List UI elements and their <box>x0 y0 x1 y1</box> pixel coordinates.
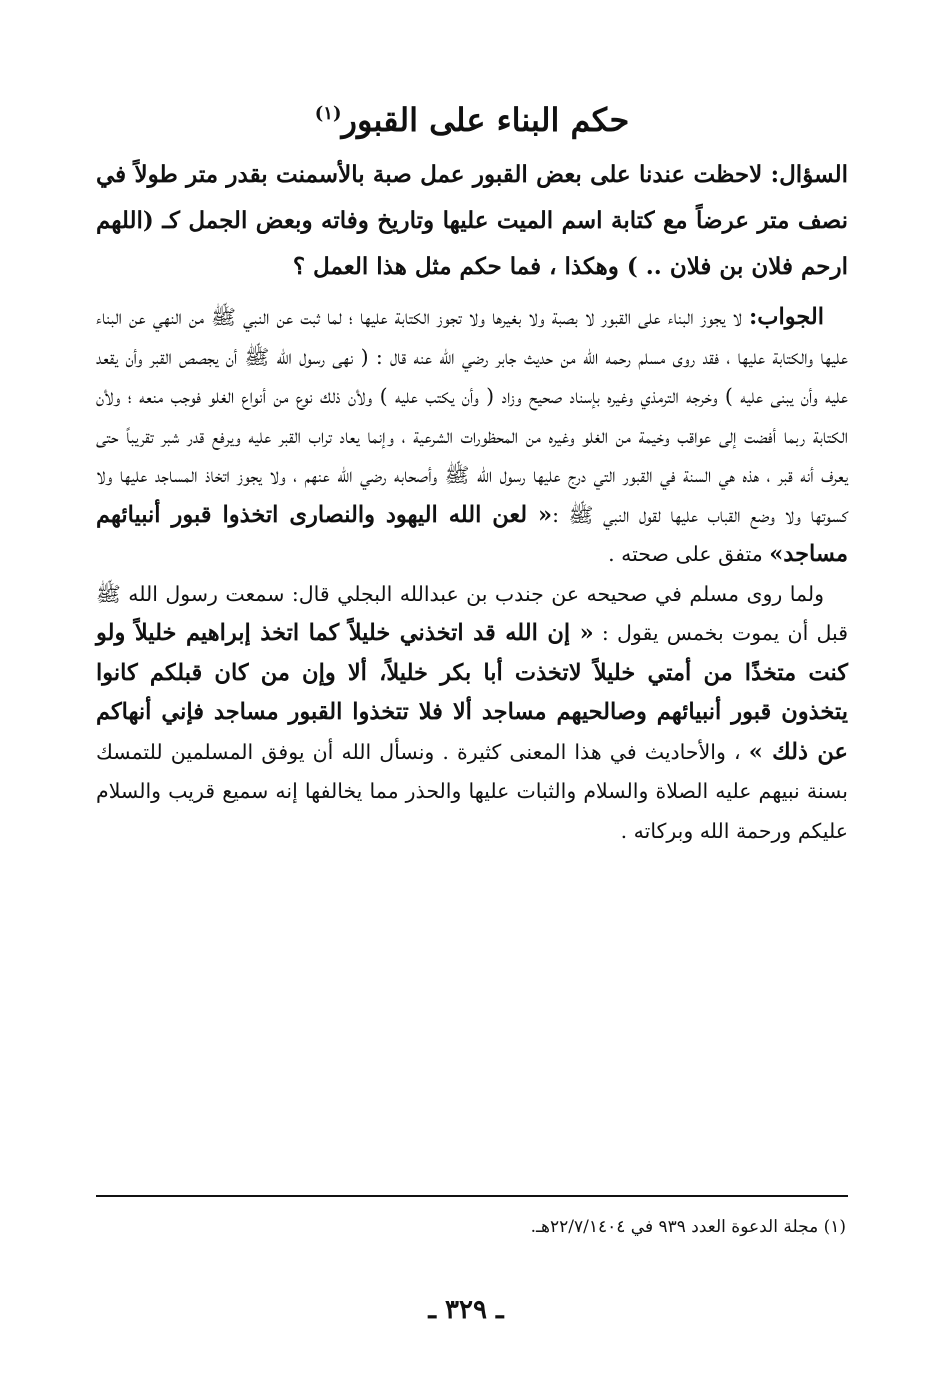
document-page <box>96 96 848 851</box>
answer-paragraph-2 <box>96 575 848 852</box>
answer-p1-text: لا يجوز البناء على القبور لا بصبة ولا بغيرها ولا تجوز الكتابة عليها ؛ لما ثبت عن النبي ﷺ من النهي عن البناء عليها والكتابة عليها ، فقد روى مسلم رحمه الله من حديث جابر رضي الله عنه قال : ( نهى رسول الله ﷺ أن يجصص القبر وأن يقعد عليه وأن يبنى عليه ) وخرجه الترمذي وغيره بإسناد صحيح وزاد ( وأن يكتب عليه ) ولأن ذلك نوع من أنواع الغلو فوجب منعه ؛ ولأن الكتابة ربما أفضت إلى عواقب وخيمة من الغلو وغيره من المحظورات الشرعية ، وإنما يعاد تراب القبر عليه ويرفع قدر شبر تقريباً حتى يعرف أنه قبر ، هذه هي السنة في القبور التي درج عليها رسول الله ﷺ وأصحابه رضي الله عنهم ، ولا يجوز اتخاذ المساجد عليها ولا كسوتها ولا وضع القباب عليها لقول النبي ﷺ : <box>96 305 848 527</box>
answer-p1-tail: متفق على صحته . <box>608 542 763 566</box>
question-paragraph <box>96 152 848 290</box>
question-label: السؤال: <box>770 161 848 188</box>
answer-paragraph-1 <box>96 298 848 575</box>
page-title <box>96 96 848 144</box>
hadith-quote-2: « إن الله قد اتخذني خليلاً كما اتخذ إبراهيم خليلاً ولو كنت متخذًا من أمتي خليلاً لاتخذت أبا بكر خليلاً، ألا وإن من كان قبلكم كانوا يتخذون قبور أنبيائهم وصالحيهم مساجد ألا فلا تتخذوا القبور مساجد فإني أنهاكم عن ذلك » <box>96 620 848 765</box>
footnote-divider <box>96 1195 848 1197</box>
answer-p2-tail: ، والأحاديث في هذا المعنى كثيرة . ونسأل الله أن يوفق المسلمين للتمسك بسنة نبيهم عليه الصلاة والسلام والثبات عليها والحذر مما يخالفها إنه سميع قريب والسلام عليكم ورحمة الله وبركاته . <box>96 739 848 843</box>
answer-label: الجواب: <box>749 304 824 330</box>
footnote: (١) مجلة الدعوة العدد ٩٣٩ في ٢٢/٧/١٤٠٤هـ. <box>530 1217 846 1237</box>
page-number: ـ ٣٢٩ ـ <box>428 1295 504 1325</box>
answer-p2-text: ولما روى مسلم في صحيحه عن جندب بن عبدالله البجلي قال: سمعت رسول الله ﷺ قبل أن يموت بخمس يقول : <box>96 581 848 645</box>
question-text: لاحظت عندنا على بعض القبور عمل صبة بالأسمنت بقدر متر طولاً في نصف متر عرضاً مع كتابة اسم الميت عليها وتاريخ وفاته وبعض الجمل كـ (اللهم ارحم فلان بن فلان .. ) وهكذا ، فما حكم مثل هذا العمل ؟ <box>96 161 848 280</box>
title-text: حكم البناء على القبور <box>341 101 630 139</box>
title-footnote-marker: (١) <box>314 103 342 124</box>
hadith-quote-1: « لعن الله اليهود والنصارى اتخذوا قبور أنبيائهم مساجد» <box>96 501 848 567</box>
